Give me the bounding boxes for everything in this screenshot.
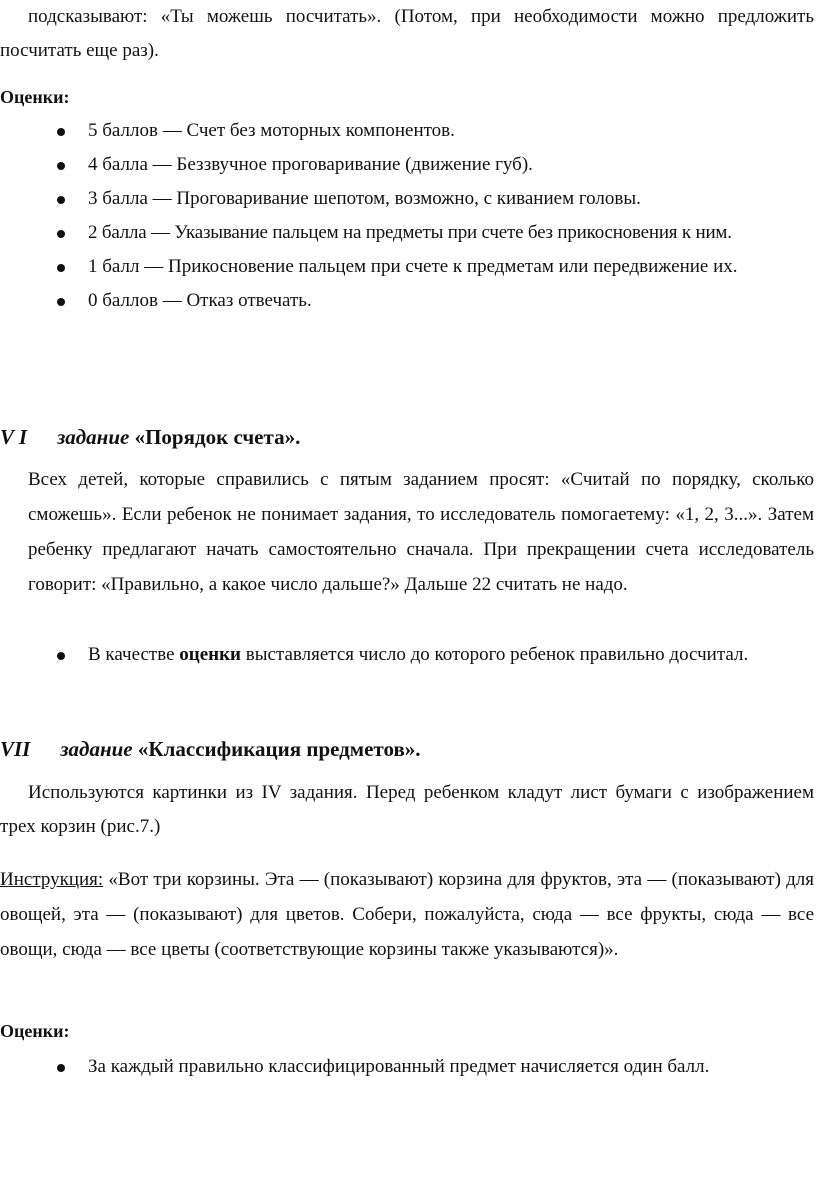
bullet-prefix: В качестве: [88, 644, 175, 665]
list-item: [56, 1050, 816, 1084]
bullet-icon: [57, 1064, 65, 1072]
list-item-text: 4 балла — Беззвучное проговаривание (движение губ).: [88, 154, 533, 175]
bullet-icon: [57, 196, 65, 204]
bullet-icon: [57, 298, 65, 306]
task-7-instruction: [0, 862, 814, 967]
instruction-label: Инструкция:: [0, 869, 104, 890]
task-7-name: «Классификация предметов».: [137, 737, 421, 761]
list-item: [56, 182, 816, 216]
list-item: [56, 148, 816, 182]
task-7-scores-heading: Оценки:: [0, 1021, 70, 1041]
bullet-icon: [57, 230, 65, 238]
task-7-scores-list: [56, 1050, 816, 1084]
list-item: [56, 638, 816, 672]
task-6-word: задание: [57, 425, 130, 449]
list-item-text: За каждый правильно классифицированный предмет начисляется один балл.: [88, 1056, 710, 1077]
task-6-bullets: [56, 638, 816, 672]
task-7-paragraph: Используются картинки из IV задания. Перед ребенком кладут лист бумаги с изображением трех корзин (рис.7.): [0, 782, 814, 837]
list-item-text: 2 балла — Указывание пальцем на предметы при счете без прикосновения к ним.: [88, 222, 732, 243]
task-6-paragraph: Всех детей, которые справились с пятым заданием просят: «Считай по порядку, сколько сможешь». Если ребенок не понимает задания, то исследователь помогаетему: «1, 2, 3...». Затем ребенку предлагают начать самостоятельно сначала. При прекращении счета исследователь говорит: «Правильно, а какое число дальше?» Дальше 22 считать не надо.: [28, 469, 814, 595]
list-item-text: 3 балла — Проговаривание шепотом, возможно, с киванием головы.: [88, 188, 641, 209]
scores-list: [56, 114, 816, 318]
bullet-bold: оценки: [179, 644, 242, 665]
instruction-text: «Вот три корзины. Эта — (показывают) корзина для фруктов, эта — (показывают) для овощей, эта — (показывают) для цветов. Собери, пожалуйста, сюда — все фрукты, сюда — все овощи, сюда — все цветы (соответствующие корзины также указываются)».: [0, 869, 814, 960]
list-item-text: 5 баллов — Счет без моторных компонентов.: [88, 120, 455, 141]
bullet-icon: [57, 652, 65, 660]
task-6-name: «Порядок счета».: [134, 425, 301, 449]
list-item: [56, 284, 816, 318]
task-7-word: задание: [60, 737, 133, 761]
bullet-icon: [57, 128, 65, 136]
top-paragraph-line-2: посчитать еще раз).: [0, 40, 159, 61]
task-6-number: V I: [0, 425, 28, 449]
bullet-suffix: выставляется число до которого ребенок правильно досчитал.: [245, 644, 749, 665]
list-item: [56, 114, 816, 148]
scores-heading: Оценки:: [0, 87, 70, 107]
list-item-text: 0 баллов — Отказ отвечать.: [88, 290, 312, 311]
list-item: [56, 216, 816, 250]
task-7-title: [0, 732, 421, 766]
task-6-title: [0, 420, 300, 454]
bullet-icon: [57, 264, 65, 272]
top-paragraph-line-1: подсказывают: «Ты можешь посчитать». (Потом, при необходимости можно предложить: [28, 6, 814, 27]
list-item: [56, 250, 816, 284]
bullet-icon: [57, 162, 65, 170]
list-item-text: 1 балл — Прикосновение пальцем при счете к предметам или передвижение их.: [88, 256, 738, 277]
task-7-number: VII: [0, 737, 31, 761]
